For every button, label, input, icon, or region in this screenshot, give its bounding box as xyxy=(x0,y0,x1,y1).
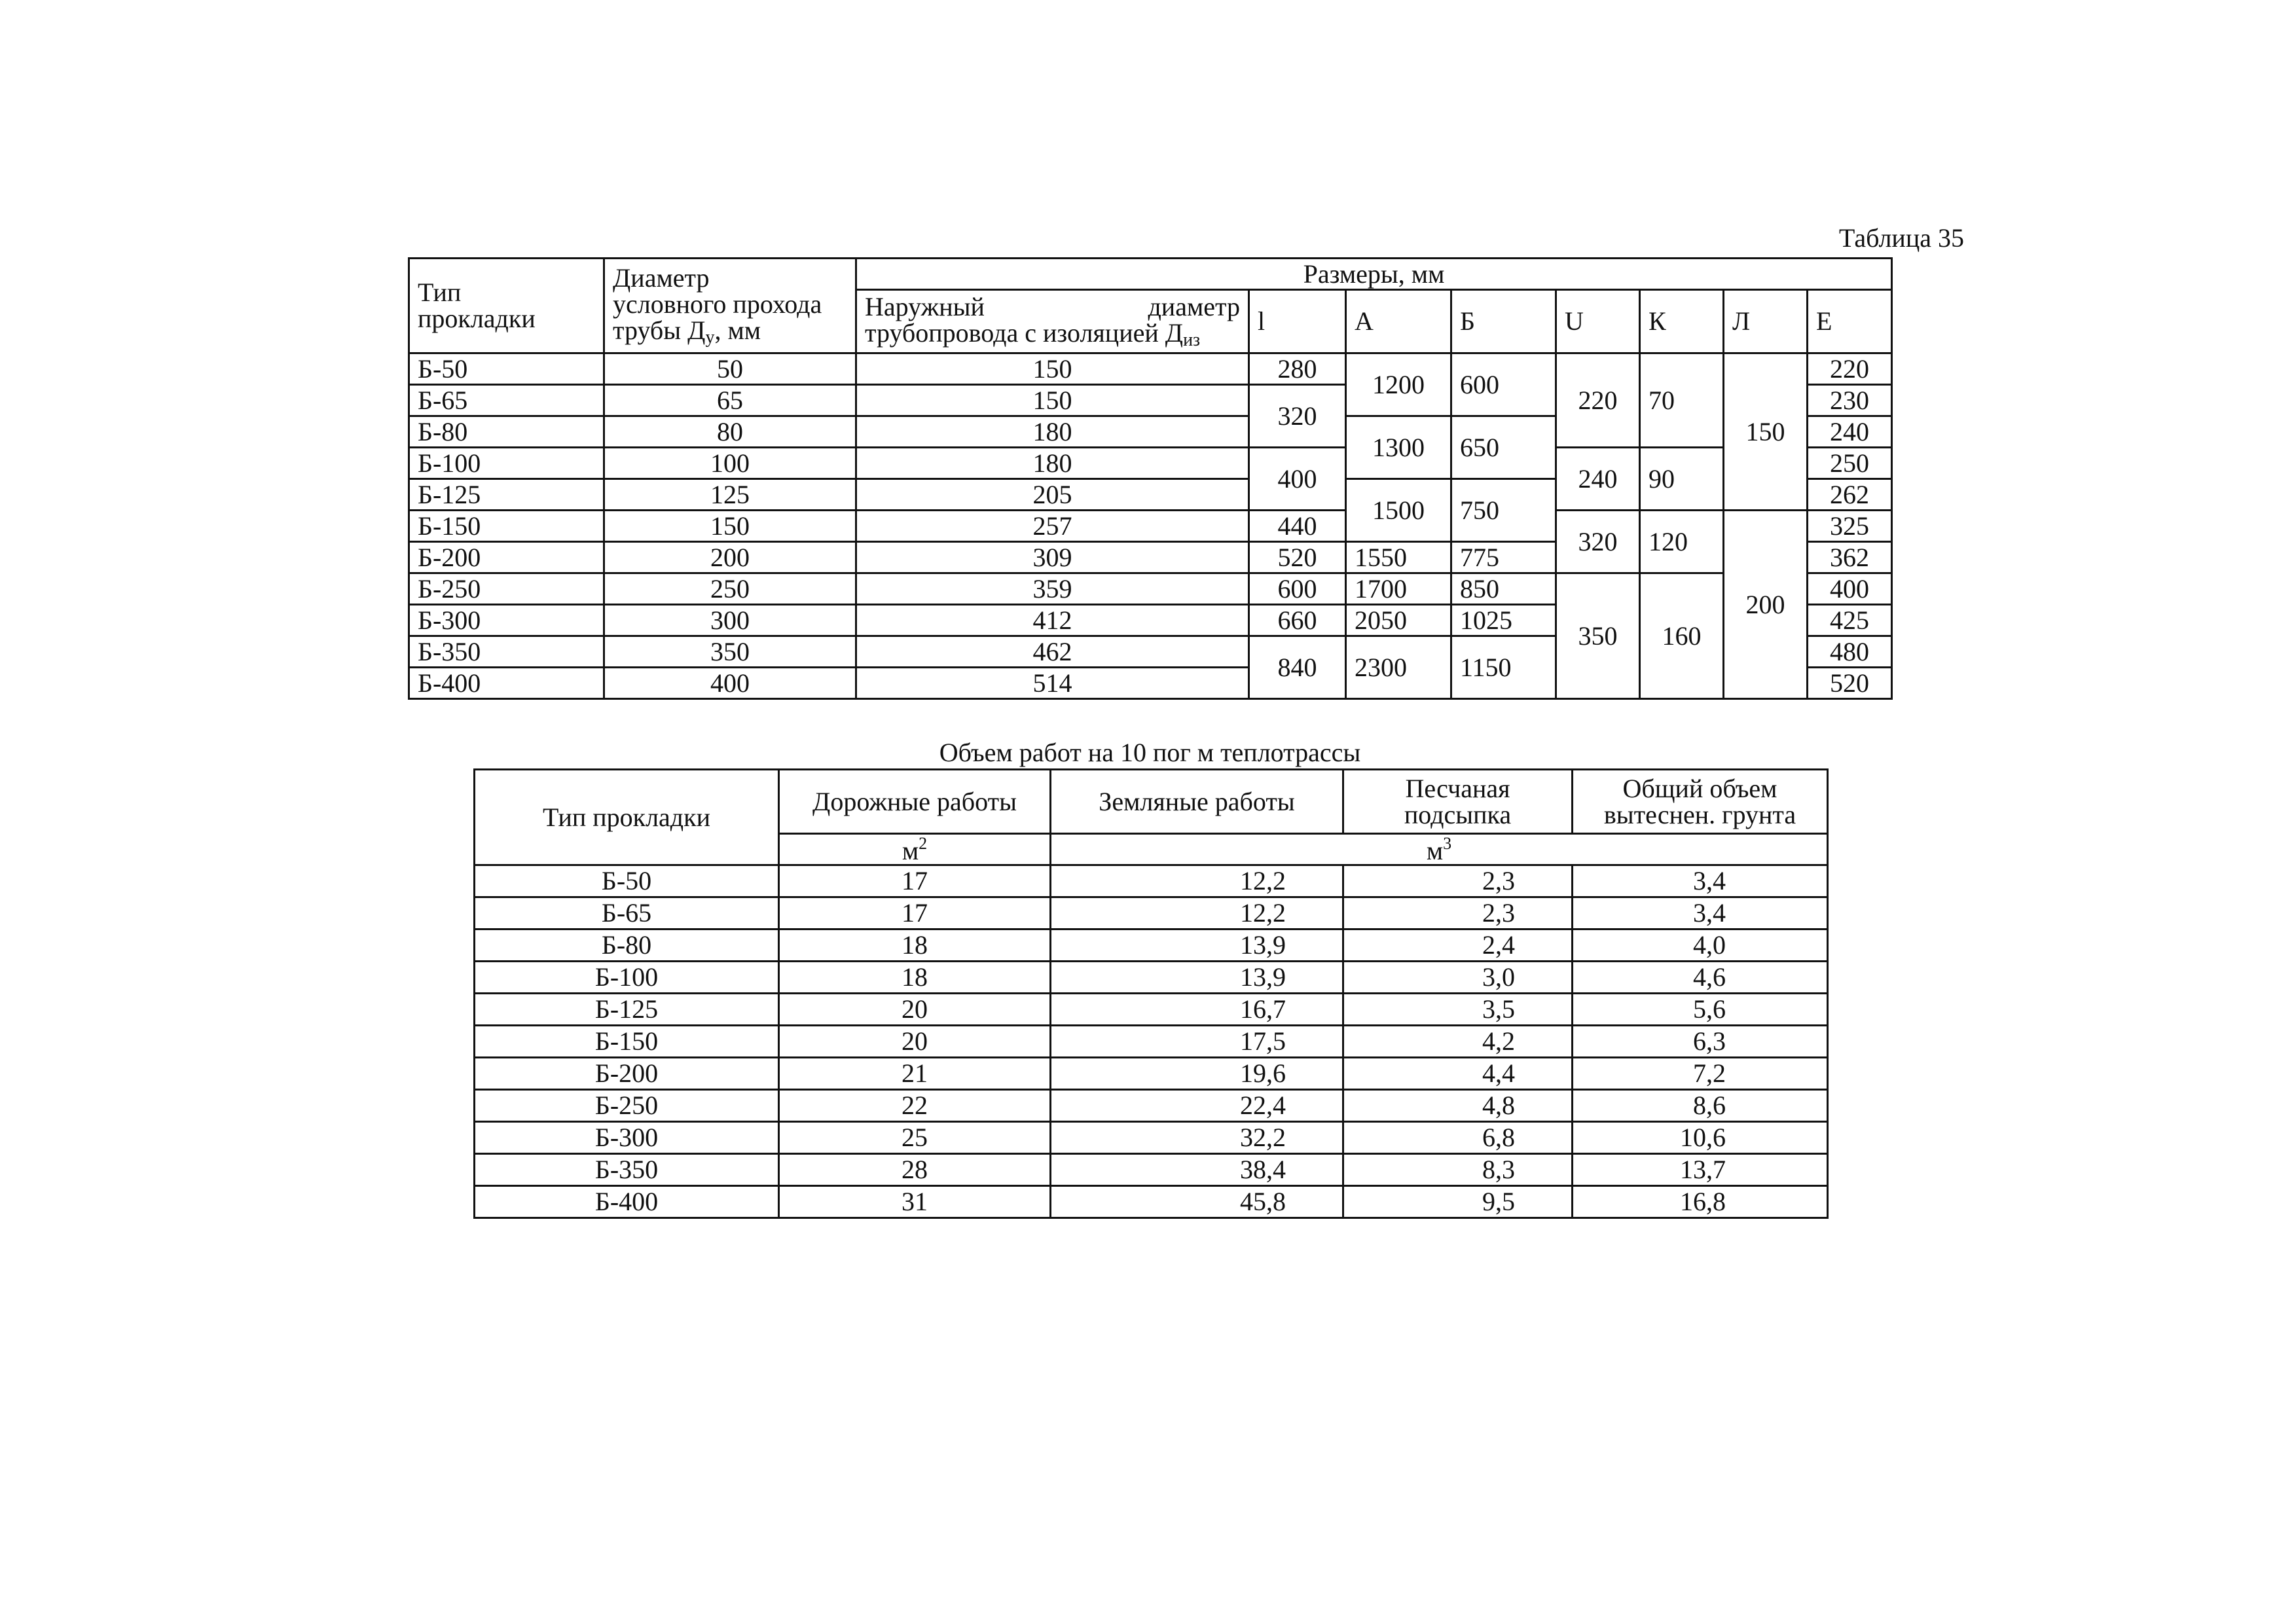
header-sizes: Размеры, мм xyxy=(856,259,1892,290)
works-table-title: Объем работ на 10 пог м теплотрассы xyxy=(939,738,1361,767)
cell-total: 16,8 xyxy=(1573,1186,1828,1218)
header-outer-diameter: Наружный диаметр трубопровода с изоляцией $Д_{из}$ xyxy=(856,290,1249,353)
cell-total: 6,3 xyxy=(1573,1026,1828,1058)
cell-a: 2300 xyxy=(1346,636,1451,699)
cell-type: Б-150 xyxy=(409,511,604,542)
cell-diz: 257 xyxy=(856,511,1249,542)
cell-road: 25 xyxy=(779,1122,1051,1154)
cell-sand: 6,8 xyxy=(1343,1122,1573,1154)
cell-b: 650 xyxy=(1451,416,1556,479)
cell-l: 400 xyxy=(1249,448,1346,511)
cell-a: 1500 xyxy=(1346,479,1451,542)
cell-total: 5,6 xyxy=(1573,994,1828,1026)
cell-road: 17 xyxy=(779,897,1051,929)
cell-a: 1700 xyxy=(1346,573,1451,605)
cell-sand: 8,3 xyxy=(1343,1154,1573,1186)
cell-type: Б-65 xyxy=(409,385,604,416)
cell-type: Б-150 xyxy=(475,1026,779,1058)
cell-total: 10,6 xyxy=(1573,1122,1828,1154)
cell-l: 660 xyxy=(1249,605,1346,636)
cell-diz: 180 xyxy=(856,448,1249,479)
unit-m3: $м^3$ xyxy=(1051,834,1828,865)
table-row xyxy=(475,1154,1828,1186)
cell-total: 3,4 xyxy=(1573,865,1828,897)
table-row xyxy=(475,994,1828,1026)
cell-total: 4,6 xyxy=(1573,962,1828,994)
cell-type: Б-65 xyxy=(475,897,779,929)
cell-dy: 200 xyxy=(604,542,856,573)
cell-e: 240 xyxy=(1808,416,1892,448)
cell-k: 120 xyxy=(1640,511,1724,573)
cell-total: 4,0 xyxy=(1573,929,1828,962)
cell-type: Б-100 xyxy=(475,962,779,994)
cell-type: Б-125 xyxy=(475,994,779,1026)
cell-e: 325 xyxy=(1808,511,1892,542)
cell-road: 18 xyxy=(779,929,1051,962)
table-number: Таблица 35 xyxy=(1838,223,1964,253)
cell-earth: 32,2 xyxy=(1051,1122,1343,1154)
cell-u: 320 xyxy=(1556,511,1640,573)
header-type: Тип прокладки xyxy=(409,259,604,353)
header-diameter xyxy=(604,259,856,353)
table-row xyxy=(475,1122,1828,1154)
cell-earth: 22,4 xyxy=(1051,1090,1343,1122)
cell-type: Б-350 xyxy=(409,636,604,668)
table-row xyxy=(409,448,1892,479)
cell-road: 28 xyxy=(779,1154,1051,1186)
cell-dy: 300 xyxy=(604,605,856,636)
cell-l-cyr: 200 xyxy=(1724,511,1808,699)
cell-e: 250 xyxy=(1808,448,1892,479)
cell-diz: 150 xyxy=(856,385,1249,416)
cell-type: Б-125 xyxy=(409,479,604,511)
header-road: Дорожные работы xyxy=(779,770,1051,834)
cell-earth: 45,8 xyxy=(1051,1186,1343,1218)
cell-type: Б-400 xyxy=(475,1186,779,1218)
cell-type: Б-300 xyxy=(409,605,604,636)
cell-earth: 16,7 xyxy=(1051,994,1343,1026)
cell-diz: 309 xyxy=(856,542,1249,573)
cell-road: 21 xyxy=(779,1058,1051,1090)
cell-sand: 9,5 xyxy=(1343,1186,1573,1218)
cell-a: 1200 xyxy=(1346,353,1451,416)
cell-l-cyr: 150 xyxy=(1724,353,1808,511)
header-a: А xyxy=(1346,290,1451,353)
cell-diz: 412 xyxy=(856,605,1249,636)
cell-sand: 3,5 xyxy=(1343,994,1573,1026)
cell-diz: 359 xyxy=(856,573,1249,605)
cell-type: Б-250 xyxy=(475,1090,779,1122)
header-diameter-line1: Диаметр xyxy=(613,262,710,293)
table-row xyxy=(475,897,1828,929)
cell-type: Б-80 xyxy=(409,416,604,448)
cell-type: Б-200 xyxy=(409,542,604,573)
cell-earth: 19,6 xyxy=(1051,1058,1343,1090)
cell-road: 17 xyxy=(779,865,1051,897)
cell-earth: 12,2 xyxy=(1051,865,1343,897)
cell-a: 1300 xyxy=(1346,416,1451,479)
cell-l: 440 xyxy=(1249,511,1346,542)
table-row xyxy=(409,511,1892,542)
cell-road: 22 xyxy=(779,1090,1051,1122)
cell-u: 350 xyxy=(1556,573,1640,699)
cell-type: Б-250 xyxy=(409,573,604,605)
cell-sand: 2,3 xyxy=(1343,865,1573,897)
header-u: U xyxy=(1556,290,1640,353)
table-row xyxy=(475,1090,1828,1122)
cell-b: 850 xyxy=(1451,573,1556,605)
cell-k: 70 xyxy=(1640,353,1724,448)
cell-sand: 2,4 xyxy=(1343,929,1573,962)
cell-k: 90 xyxy=(1640,448,1724,511)
cell-road: 20 xyxy=(779,994,1051,1026)
cell-e: 400 xyxy=(1808,573,1892,605)
cell-total: 8,6 xyxy=(1573,1090,1828,1122)
cell-sand: 3,0 xyxy=(1343,962,1573,994)
cell-l: 600 xyxy=(1249,573,1346,605)
cell-l: 840 xyxy=(1249,636,1346,699)
table-row xyxy=(409,353,1892,385)
cell-type: Б-50 xyxy=(475,865,779,897)
cell-road: 31 xyxy=(779,1186,1051,1218)
cell-total: 3,4 xyxy=(1573,897,1828,929)
cell-e: 362 xyxy=(1808,542,1892,573)
cell-e: 230 xyxy=(1808,385,1892,416)
cell-dy: 50 xyxy=(604,353,856,385)
cell-total: 13,7 xyxy=(1573,1154,1828,1186)
cell-e: 262 xyxy=(1808,479,1892,511)
header-b: Б xyxy=(1451,290,1556,353)
header-sand: Песчаная подсыпка xyxy=(1343,770,1573,834)
cell-b: 600 xyxy=(1451,353,1556,416)
header-e: Е xyxy=(1808,290,1892,353)
cell-earth: 12,2 xyxy=(1051,897,1343,929)
cell-earth: 17,5 xyxy=(1051,1026,1343,1058)
cell-type: Б-80 xyxy=(475,929,779,962)
cell-sand: 4,8 xyxy=(1343,1090,1573,1122)
header-l-cyr: Л xyxy=(1724,290,1808,353)
cell-l: 520 xyxy=(1249,542,1346,573)
cell-dy: 80 xyxy=(604,416,856,448)
cell-type: Б-100 xyxy=(409,448,604,479)
table-row xyxy=(475,1026,1828,1058)
cell-dy: 125 xyxy=(604,479,856,511)
table-row xyxy=(475,1058,1828,1090)
table-row xyxy=(475,865,1828,897)
cell-diz: 150 xyxy=(856,353,1249,385)
header-type: Тип прокладки xyxy=(475,770,779,865)
cell-dy: 250 xyxy=(604,573,856,605)
unit-m2: $м^2$ xyxy=(779,834,1051,865)
cell-e: 220 xyxy=(1808,353,1892,385)
cell-l: 280 xyxy=(1249,353,1346,385)
table-row xyxy=(475,962,1828,994)
cell-earth: 13,9 xyxy=(1051,929,1343,962)
cell-l: 320 xyxy=(1249,385,1346,448)
cell-diz: 514 xyxy=(856,668,1249,699)
cell-road: 20 xyxy=(779,1026,1051,1058)
dimensions-table xyxy=(408,257,1893,700)
cell-diz: 462 xyxy=(856,636,1249,668)
cell-e: 520 xyxy=(1808,668,1892,699)
cell-u: 220 xyxy=(1556,353,1640,448)
cell-dy: 400 xyxy=(604,668,856,699)
header-l: l xyxy=(1249,290,1346,353)
cell-sand: 2,3 xyxy=(1343,897,1573,929)
table-row xyxy=(475,929,1828,962)
cell-b: 1025 xyxy=(1451,605,1556,636)
cell-a: 2050 xyxy=(1346,605,1451,636)
cell-sand: 4,2 xyxy=(1343,1026,1573,1058)
cell-e: 425 xyxy=(1808,605,1892,636)
cell-u: 240 xyxy=(1556,448,1640,511)
cell-b: 775 xyxy=(1451,542,1556,573)
cell-dy: 150 xyxy=(604,511,856,542)
cell-sand: 4,4 xyxy=(1343,1058,1573,1090)
cell-total: 7,2 xyxy=(1573,1058,1828,1090)
cell-dy: 65 xyxy=(604,385,856,416)
cell-type: Б-400 xyxy=(409,668,604,699)
cell-b: 1150 xyxy=(1451,636,1556,699)
table-row xyxy=(409,573,1892,605)
cell-b: 750 xyxy=(1451,479,1556,542)
cell-diz: 205 xyxy=(856,479,1249,511)
cell-earth: 13,9 xyxy=(1051,962,1343,994)
cell-dy: 100 xyxy=(604,448,856,479)
works-volume-table xyxy=(473,768,1829,1219)
table-row xyxy=(475,1186,1828,1218)
cell-type: Б-200 xyxy=(475,1058,779,1090)
cell-type: Б-50 xyxy=(409,353,604,385)
cell-diz: 180 xyxy=(856,416,1249,448)
cell-type: Б-300 xyxy=(475,1122,779,1154)
cell-type: Б-350 xyxy=(475,1154,779,1186)
cell-k: 160 xyxy=(1640,573,1724,699)
cell-road: 18 xyxy=(779,962,1051,994)
header-earth: Земляные работы xyxy=(1051,770,1343,834)
cell-e: 480 xyxy=(1808,636,1892,668)
header-diameter-line3: трубы $Д_у$, мм xyxy=(613,315,761,348)
cell-earth: 38,4 xyxy=(1051,1154,1343,1186)
header-k: К xyxy=(1640,290,1724,353)
header-total: Общий объем вытеснен. грунта xyxy=(1573,770,1828,834)
cell-dy: 350 xyxy=(604,636,856,668)
header-diameter-line2: условного прохода xyxy=(613,289,822,319)
cell-a: 1550 xyxy=(1346,542,1451,573)
